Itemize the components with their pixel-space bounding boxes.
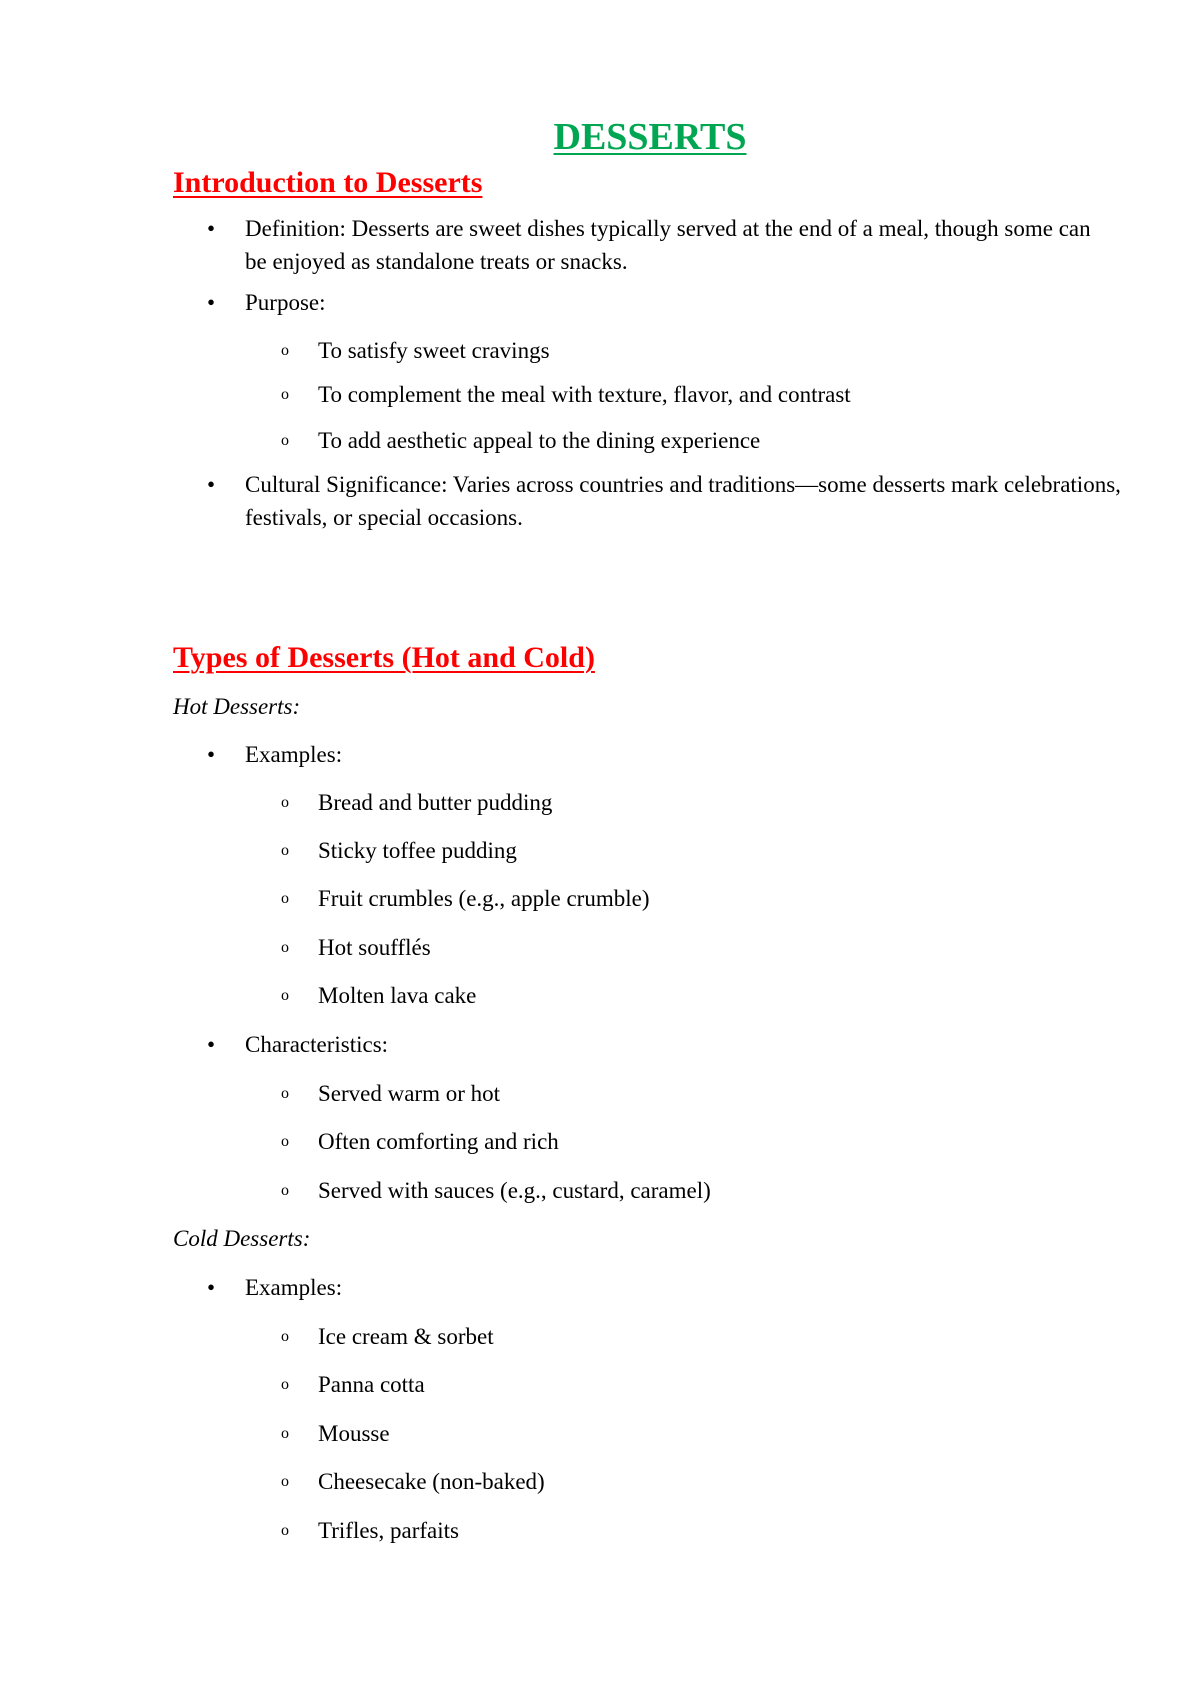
- section-heading-introduction: Introduction to Desserts: [173, 166, 483, 199]
- cold-example-item: Ice cream & sorbet: [318, 1324, 494, 1349]
- sub-bullet-icon: o: [281, 842, 289, 859]
- sub-bullet-icon: o: [281, 939, 289, 956]
- bullet-icon: •: [207, 1032, 216, 1057]
- hot-example-item: Molten lava cake: [318, 983, 477, 1008]
- hot-examples-label: Examples:: [245, 742, 343, 767]
- bullet-icon: •: [207, 290, 216, 315]
- cold-example-item: Cheesecake (non-baked): [318, 1469, 545, 1494]
- sub-bullet-icon: o: [281, 1182, 289, 1199]
- purpose-label: Purpose:: [245, 290, 326, 315]
- cold-example-item: Mousse: [318, 1421, 390, 1446]
- purpose-item: To add aesthetic appeal to the dining experience: [318, 428, 761, 453]
- sub-bullet-icon: o: [281, 1425, 289, 1442]
- hot-desserts-label: Hot Desserts:: [173, 694, 301, 719]
- cold-example-item: Panna cotta: [318, 1372, 425, 1397]
- sub-bullet-icon: o: [281, 1085, 289, 1102]
- bullet-icon: •: [207, 1275, 216, 1300]
- cold-desserts-label: Cold Desserts:: [173, 1226, 311, 1251]
- bullet-icon: •: [207, 216, 216, 241]
- hot-example-item: Fruit crumbles (e.g., apple crumble): [318, 886, 650, 911]
- definition-text: Definition: Desserts are sweet dishes typically served at the end of a meal, though some can be enjoyed as standalone treats or snacks.: [245, 216, 1091, 274]
- hot-example-item: Bread and butter pudding: [318, 790, 553, 815]
- bullet-icon: •: [207, 472, 216, 497]
- sub-bullet-icon: o: [281, 386, 289, 403]
- hot-characteristic-item: Served with sauces (e.g., custard, caramel): [318, 1178, 711, 1203]
- hot-characteristics-label: Characteristics:: [245, 1032, 389, 1057]
- sub-bullet-icon: o: [281, 1328, 289, 1345]
- section-heading-types: Types of Desserts (Hot and Cold): [173, 641, 595, 674]
- document-title: DESSERTS: [553, 116, 747, 158]
- cold-examples-label: Examples:: [245, 1275, 343, 1300]
- cultural-significance-text: Cultural Significance: Varies across countries and traditions—some desserts mark celebrations, festivals, or special occasions.: [245, 472, 1121, 530]
- purpose-item: To satisfy sweet cravings: [318, 338, 550, 363]
- hot-example-item: Sticky toffee pudding: [318, 838, 517, 863]
- sub-bullet-icon: o: [281, 987, 289, 1004]
- cold-example-item: Trifles, parfaits: [318, 1518, 459, 1543]
- sub-bullet-icon: o: [281, 1376, 289, 1393]
- sub-bullet-icon: o: [281, 890, 289, 907]
- sub-bullet-icon: o: [281, 1473, 289, 1490]
- hot-characteristic-item: Served warm or hot: [318, 1081, 501, 1106]
- hot-example-item: Hot soufflés: [318, 935, 431, 960]
- bullet-icon: •: [207, 742, 216, 767]
- sub-bullet-icon: o: [281, 342, 289, 359]
- purpose-item: To complement the meal with texture, flavor, and contrast: [318, 382, 851, 407]
- sub-bullet-icon: o: [281, 432, 289, 449]
- sub-bullet-icon: o: [281, 794, 289, 811]
- sub-bullet-icon: o: [281, 1133, 289, 1150]
- sub-bullet-icon: o: [281, 1522, 289, 1539]
- hot-characteristic-item: Often comforting and rich: [318, 1129, 559, 1154]
